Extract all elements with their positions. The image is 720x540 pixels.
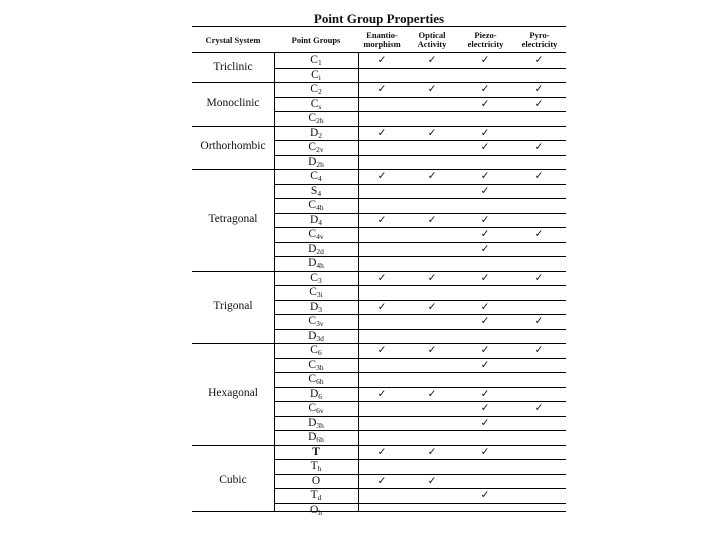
piezoelectricity-check-icon: ✓ [480,97,490,110]
header-enantiomorphism-line1: Enantio- [366,30,398,40]
header-pyro-line1: Pyro- [529,30,550,40]
point-group-cell [274,53,358,68]
crystal-system-label: Trigonal [213,299,253,312]
point-group-subscript: 4 [317,174,322,183]
point-group-subscript: 6 [318,391,323,401]
point-group-symbol: D [309,126,319,139]
pyroelectricity-check-icon: ✓ [534,97,544,110]
point-group-subscript: i [318,72,321,82]
optical-activity-check-icon: ✓ [427,83,437,95]
point-group-subscript: 2h [316,159,324,169]
point-group-symbol: C [310,54,318,66]
header-pyro-line2: electricity [521,39,558,49]
point-group-subscript: 2h [316,116,324,125]
pyroelectricity-check-icon: ✓ [534,83,544,95]
point-group-symbol: O [311,474,321,487]
point-group-subscript: 2 [317,87,322,96]
point-group-symbol: D [308,431,317,443]
piezoelectricity-check-icon: ✓ [480,387,490,400]
point-group-cell [274,242,358,257]
point-group-subscript: 4v [316,232,324,241]
optical-activity-check-icon: ✓ [427,170,437,182]
optical-activity-check-icon: ✓ [427,126,437,139]
piezoelectricity-check-icon: ✓ [480,184,490,197]
point-group-subscript: 3h [316,362,324,372]
piezoelectricity-check-icon: ✓ [480,242,490,255]
point-group-subscript: 3 [317,275,322,285]
point-group-symbol: C [310,271,318,284]
point-group-symbol: C [311,68,319,81]
point-group-cell [274,169,358,184]
pyroelectricity-check-icon: ✓ [534,54,544,66]
piezoelectricity-check-icon: ✓ [480,416,490,429]
header-crystal-system: Crystal System [205,34,261,45]
point-group-symbol: O [309,503,319,516]
piezoelectricity-check-icon: ✓ [480,170,490,182]
point-group-cell [274,343,358,358]
point-group-symbol: D [308,416,317,429]
point-group-subscript: 4 [317,188,322,198]
optical-activity-check-icon: ✓ [427,344,437,356]
point-group-subscript: 3v [316,319,324,328]
enantiomorphism-check-icon: ✓ [377,126,387,139]
point-group-subscript: 1 [317,58,322,67]
point-group-cell [274,256,358,271]
piezoelectricity-check-icon: ✓ [480,489,490,501]
pyroelectricity-check-icon: ✓ [534,402,544,414]
point-group-symbol: T [310,460,318,472]
optical-activity-check-icon: ✓ [427,387,437,400]
point-group-symbol: T [310,489,318,501]
point-group-subscript: 3h [316,420,324,430]
piezoelectricity-check-icon: ✓ [480,228,490,240]
point-group-subscript: 4h [316,261,324,270]
point-group-symbol: C [308,199,317,211]
point-group-subscript: 2v [316,145,324,154]
point-group-symbol: C [308,228,317,240]
point-group-cell [274,372,358,387]
crystal-system-label: Hexagonal [208,386,258,399]
point-group-symbol: D [309,387,319,400]
point-group-subscript: 2 [318,130,323,140]
optical-activity-check-icon: ✓ [427,300,437,313]
point-group-cell [274,503,358,518]
point-group-subscript: 6v [316,406,324,415]
point-group-subscript: h [318,507,323,517]
point-group-cell [274,358,358,373]
pyroelectricity-check-icon: ✓ [534,271,544,284]
piezoelectricity-check-icon: ✓ [480,54,490,66]
header-pyroelectricity [513,27,566,53]
point-group-cell [274,314,358,329]
crystal-system-label: Monoclinic [206,96,260,109]
point-group-cell [274,300,358,315]
column-divider [358,53,359,511]
optical-activity-check-icon: ✓ [427,271,437,284]
enantiomorphism-check-icon: ✓ [377,271,387,284]
enantiomorphism-check-icon: ✓ [377,213,387,226]
enantiomorphism-check-icon: ✓ [377,445,387,458]
enantiomorphism-check-icon: ✓ [377,387,387,400]
point-group-table [192,26,566,517]
optical-activity-check-icon: ✓ [427,445,437,458]
point-group-symbol: D [309,213,319,226]
point-group-symbol: C [308,315,317,327]
piezoelectricity-check-icon: ✓ [480,300,490,313]
point-group-subscript: 4 [318,217,323,227]
point-group-cell [274,401,358,416]
header-enantiomorphism-line2: morphism [363,39,401,49]
point-group-subscript: 3i [316,290,323,299]
point-group-cell [274,430,358,445]
point-group-subscript: d [317,493,322,502]
point-group-subscript: s [318,101,322,111]
point-group-cell [274,213,358,228]
point-group-subscript: h [317,464,322,473]
point-group-subscript: 6 [317,348,322,357]
optical-activity-check-icon: ✓ [427,213,437,226]
point-group-cell [274,271,358,286]
piezoelectricity-check-icon: ✓ [480,445,490,458]
pyroelectricity-check-icon: ✓ [534,315,544,327]
pyroelectricity-check-icon: ✓ [534,141,544,153]
point-group-symbol: D [309,300,319,313]
point-group-symbol: C [308,112,317,124]
enantiomorphism-check-icon: ✓ [377,300,387,313]
point-group-cell [274,445,358,460]
crystal-system-label: Orthorhombic [200,140,266,153]
crystal-system-label: Cubic [219,473,247,486]
point-group-symbol: C [308,358,317,371]
pyroelectricity-check-icon: ✓ [534,228,544,240]
point-group-cell [274,198,358,213]
point-group-subscript: 6h [316,435,324,444]
piezoelectricity-check-icon: ✓ [480,402,490,414]
point-group-symbol: D [308,257,317,269]
header-enantiomorphism [358,27,406,53]
point-group-symbol: C [310,97,319,110]
point-group-cell [274,97,358,112]
point-group-cell [274,329,358,344]
piezoelectricity-check-icon: ✓ [480,213,490,226]
point-group-cell [274,227,358,242]
piezoelectricity-check-icon: ✓ [480,83,490,95]
header-piezoelectricity [458,27,513,53]
pyroelectricity-check-icon: ✓ [534,170,544,182]
optical-activity-check-icon: ✓ [427,54,437,66]
point-group-cell [274,155,358,170]
piezoelectricity-check-icon: ✓ [480,141,490,153]
point-group-symbol: C [308,373,317,385]
point-group-cell [274,387,358,402]
point-group-symbol: T [312,445,320,458]
point-group-symbol: C [309,286,317,298]
point-group-symbol: S [310,184,318,197]
point-group-symbol: C [310,170,318,182]
point-group-cell [274,416,358,431]
header-piezo-line2: electricity [467,39,504,49]
point-group-subscript: 6h [316,377,324,386]
header-point-groups: Point Groups [291,34,341,45]
point-group-symbol: C [308,402,317,414]
table-header-row [192,27,566,53]
table-title: Point Group Properties [313,11,445,26]
point-group-symbol: C [310,344,318,356]
point-group-symbol: D [308,329,317,342]
header-optical-activity [406,27,458,53]
point-group-cell [274,184,358,199]
crystal-system-label: Tetragonal [208,212,258,225]
crystal-system-label: Triclinic [213,60,253,73]
point-group-symbol: C [308,141,317,153]
point-group-subscript: 3d [316,333,324,343]
point-group-symbol: C [310,83,318,95]
point-group-symbol: D [308,155,317,168]
point-group-cell [274,459,358,474]
point-group-subscript: 4h [316,203,324,212]
point-group-subscript: 2d [316,246,324,256]
point-group-subscript: 3 [318,304,323,314]
enantiomorphism-check-icon: ✓ [377,170,387,182]
header-piezo-line1: Piezo- [474,30,497,40]
enantiomorphism-check-icon: ✓ [377,474,387,487]
piezoelectricity-check-icon: ✓ [480,126,490,139]
point-group-cell [274,285,358,300]
piezoelectricity-check-icon: ✓ [480,344,490,356]
enantiomorphism-check-icon: ✓ [377,54,387,66]
enantiomorphism-check-icon: ✓ [377,83,387,95]
point-group-cell [274,140,358,155]
point-group-cell [274,474,358,489]
point-group-cell [274,126,358,141]
optical-activity-check-icon: ✓ [427,474,437,487]
point-group-cell [274,488,358,503]
piezoelectricity-check-icon: ✓ [480,315,490,327]
point-group-cell [274,82,358,97]
piezoelectricity-check-icon: ✓ [480,358,490,371]
point-group-cell [274,68,358,83]
point-group-symbol: D [308,242,317,255]
pyroelectricity-check-icon: ✓ [534,344,544,356]
piezoelectricity-check-icon: ✓ [480,271,490,284]
header-optical-line2: Activity [417,39,447,49]
enantiomorphism-check-icon: ✓ [377,344,387,356]
point-group-cell [274,111,358,126]
header-optical-line1: Optical [418,30,446,40]
